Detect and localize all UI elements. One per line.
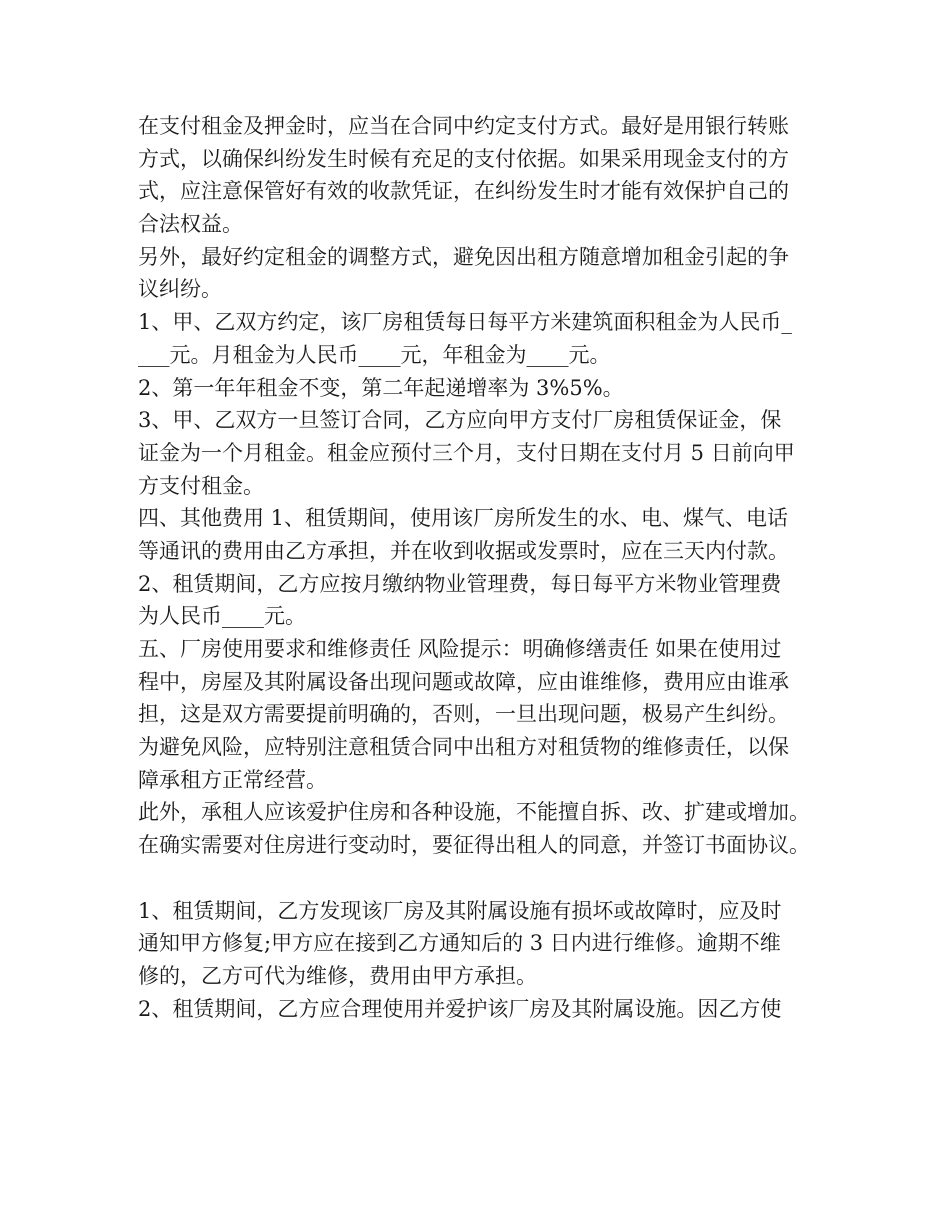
text-line: 修的，乙方可代为维修，费用由甲方承担。 [138, 963, 537, 988]
paragraph-gap [138, 862, 828, 895]
document-body [138, 110, 828, 1025]
text-line: 3、甲、乙双方一旦签订合同，乙方应向甲方支付厂房租赁保证金，保 [138, 408, 782, 433]
text-line: 五、厂房使用要求和维修责任 风险提示：明确修缮责任 如果在使用过 [138, 637, 782, 661]
text-line: 合法权益。 [138, 212, 243, 237]
text-line: 2、第一年年租金不变，第二年起递增率为 3%5%。 [138, 375, 624, 400]
text-line: 担，这是双方需要提前明确的，否则，一旦出现问题，极易产生纠纷。 [138, 702, 789, 727]
text-line: 四、其他费用 1、租赁期间，使用该厂房所发生的水、电、煤气、电话 [138, 506, 789, 531]
text-line: 方式，以确保纠纷发生时候有充足的支付依据。如果采用现金支付的方 [138, 146, 789, 171]
text-line: 在确实需要对住房进行变动时，要征得出租人的同意，并签订书面协议。 [138, 833, 810, 858]
text-line: 在支付租金及押金时，应当在合同中约定支付方式。最好是用银行转账 [138, 114, 789, 138]
text-line: ___元。月租金为人民币____元，年租金为____元。 [138, 342, 611, 367]
text-line: 1、租赁期间，乙方发现该厂房及其附属设施有损坏或故障时，应及时 [138, 898, 782, 923]
text-line: 议纠纷。 [138, 277, 222, 302]
text-line: 2、租赁期间，乙方应合理使用并爱护该厂房及其附属设施。因乙方使 [138, 996, 782, 1021]
text-line: 等通讯的费用由乙方承担，并在收到收据或发票时，应在三天内付款。 [138, 538, 789, 563]
text-line: 式，应注意保管好有效的收款凭证，在纠纷发生时才能有效保护自己的 [138, 179, 789, 204]
text-line: 为避免风险，应特别注意租赁合同中出租方对租赁物的维修责任，以保 [138, 735, 789, 760]
text-line: 证金为一个月租金。租金应预付三个月，支付日期在支付月 5 日前向甲 [138, 440, 795, 465]
text-line: 障承租方正常经营。 [138, 767, 327, 792]
text-line: 此外，承租人应该爱护住房和各种设施，不能擅自拆、改、扩建或增加。 [138, 800, 810, 825]
text-line: 另外，最好约定租金的调整方式，避免因出租方随意增加租金引起的争 [138, 244, 789, 269]
text-line: 通知甲方修复;甲方应在接到乙方通知后的 3 日内进行维修。逾期不维 [138, 931, 781, 956]
text-line: 程中，房屋及其附属设备出现问题或故障，应由谁维修，费用应由谁承 [138, 669, 789, 694]
text-line: 方支付租金。 [138, 473, 264, 498]
text-line: 2、租赁期间，乙方应按月缴纳物业管理费，每日每平方米物业管理费 [138, 571, 782, 596]
text-line: 为人民币____元。 [138, 604, 306, 629]
text-line: 1、甲、乙双方约定，该厂房租赁每日每平方米建筑面积租金为人民币_ [138, 310, 792, 335]
